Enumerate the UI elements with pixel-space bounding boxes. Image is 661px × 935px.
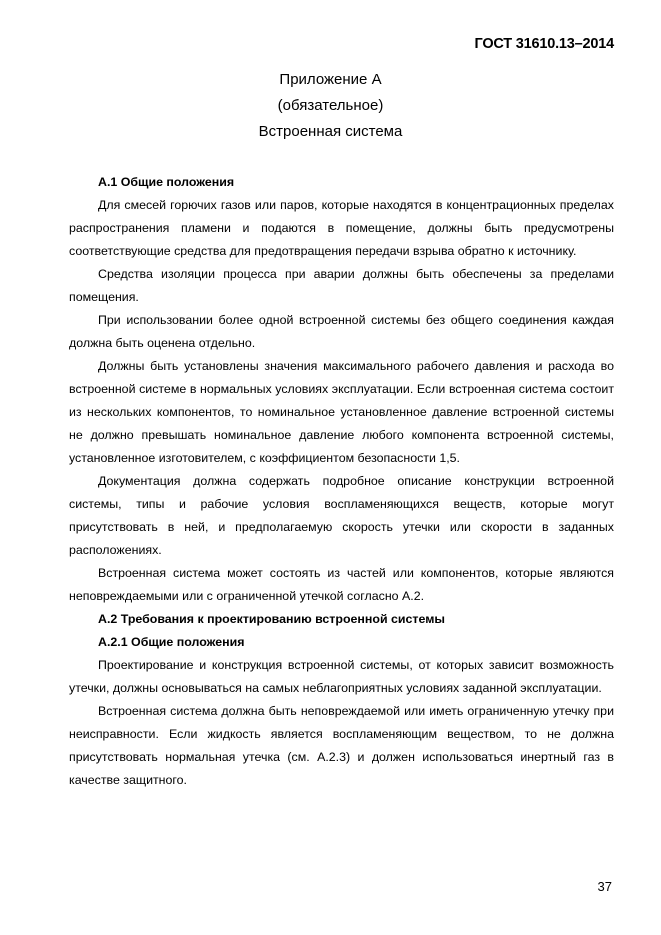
- paragraph: Проектирование и конструкция встроенной системы, от которых зависит возможность утечки, должны основываться на самых неблагоприятных условиях заданной эксплуатации.: [69, 658, 614, 695]
- section-heading-a21: А.2.1 Общие положения: [98, 635, 245, 649]
- paragraph: Для смесей горючих газов или паров, которые находятся в концентрационных пределах распространения пламени и подаются в помещение, должны быть предусмотрены соответствующие средства для предотвращения передачи взрыва обратно к источнику.: [69, 198, 614, 258]
- annex-status: (обязательное): [277, 97, 384, 114]
- paragraph: Должны быть установлены значения максимального рабочего давления и расхода во встроенной системе в нормальных условиях эксплуатации. Если встроенная система состоит из нескольких компонентов, то номинальное установленное давление встроенной системы не должно превышать номинальное давление любого компонента встроенной системы, установленное изготовителем, с коэффициентом безопасности 1,5.: [69, 359, 614, 465]
- section-heading-a2: А.2 Требования к проектированию встроенной системы: [98, 612, 445, 626]
- page-number: 37: [597, 879, 612, 894]
- annex-subject: Встроенная система: [258, 123, 403, 140]
- paragraph: Встроенная система должна быть неповреждаемой или иметь ограниченную утечку при неисправности. Если жидкость является воспламеняющим веществом, то не должна присутствовать нормальная утечка (см. А.2.3) и должен использоваться инертный газ в качестве защитного.: [69, 704, 614, 787]
- paragraph: Встроенная система может состоять из частей или компонентов, которые являются неповреждаемыми или с ограниченной утечкой согласно А.2.: [69, 566, 614, 603]
- document-body: [69, 171, 614, 792]
- standard-header: ГОСТ 31610.13–2014: [474, 36, 614, 52]
- section-heading-a1: А.1 Общие положения: [98, 175, 235, 189]
- paragraph: Документация должна содержать подробное описание конструкции встроенной системы, типы и рабочие условия воспламеняющихся веществ, которые могут присутствовать в ней, и предполагаемую скорость утечки или скорости в заданных расположениях.: [69, 474, 614, 557]
- annex-title: Приложение А: [279, 71, 382, 88]
- paragraph: При использовании более одной встроенной системы без общего соединения каждая должна быть оценена отдельно.: [69, 313, 614, 350]
- paragraph: Средства изоляции процесса при аварии должны быть обеспечены за пределами помещения.: [69, 267, 614, 304]
